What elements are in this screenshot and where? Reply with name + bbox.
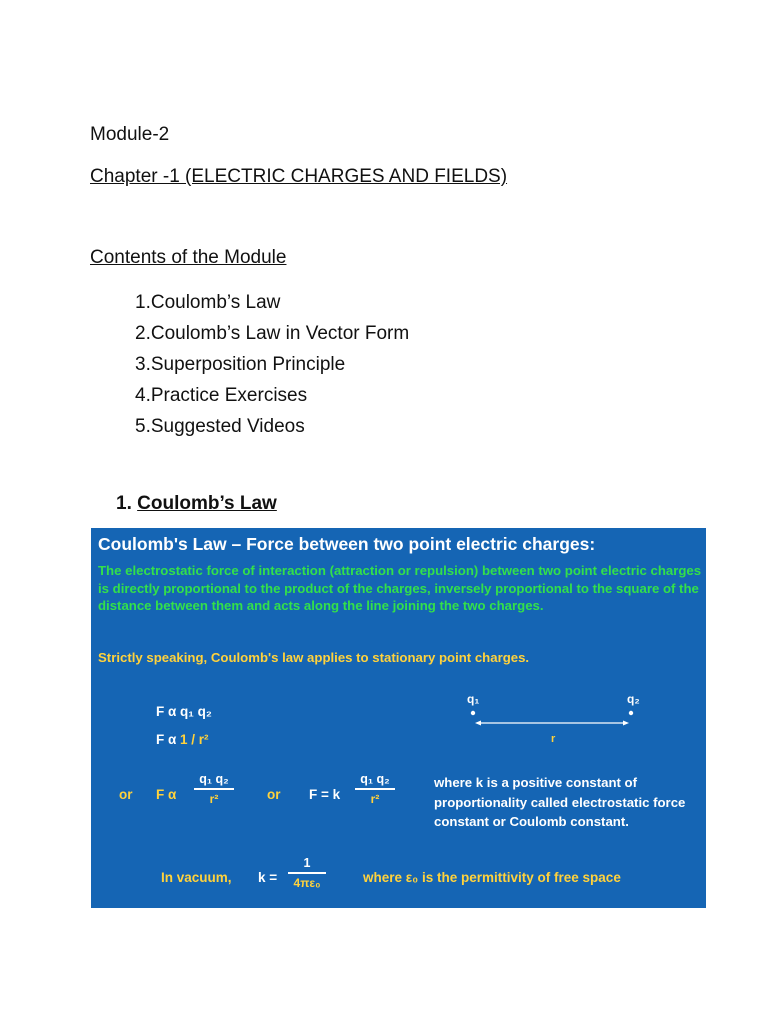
chapter-title: Chapter -1 (ELECTRIC CHARGES AND FIELDS) [90,166,508,187]
proportion-product: F α q₁ q₂ [156,704,212,719]
slide-note: Strictly speaking, Coulomb's law applies to stationary point charges. [98,650,530,665]
proportion-inverse-square: F α 1 / r² [156,732,209,747]
fraction-2: q₁ q₂ r² [355,772,395,806]
permittivity-note: where ε₀ is the permittivity of free space [363,870,621,885]
contents-item: 5.Suggested Videos [135,416,305,437]
f-eq-k-label: F = k [309,787,341,802]
k-eq-label: k = [258,870,278,885]
section-number: 1. [116,493,132,514]
section-heading [116,492,277,516]
contents-heading: Contents of the Module [90,247,287,268]
fraction-k: 1 4πε₀ [288,856,326,890]
distance-arrow [469,708,637,728]
slide-definition: The electrostatic force of interaction (attraction or repulsion) between two point electric charges is directly proportional to the product of the charges, inversely proportional to the square of the distance between them and acts along the line joining the two charges. [98,563,702,614]
contents-list [135,287,409,442]
f-alpha-label: F α [156,787,177,802]
contents-item: 1.Coulomb’s Law [135,292,281,313]
constant-description: where k is a positive constant of proportionality called electrostatic force constant or Coulomb constant. [434,775,686,829]
section-title: Coulomb’s Law [137,493,277,514]
charge-q1-label: q₁ [467,692,480,706]
or-label-1: or [119,787,133,802]
coulomb-law-slide [91,528,706,908]
vacuum-label: In vacuum, [161,870,232,885]
charge-q2-label: q₂ [627,692,640,706]
module-label: Module-2 [90,124,170,145]
contents-item: 4.Practice Exercises [135,385,308,406]
or-label-2: or [267,787,281,802]
slide-title: Coulomb's Law – Force between two point electric charges: [98,534,596,554]
fraction-1: q₁ q₂ r² [194,772,234,806]
contents-item: 3.Superposition Principle [135,354,346,375]
contents-item: 2.Coulomb’s Law in Vector Form [135,323,410,344]
distance-label: r [551,733,556,745]
